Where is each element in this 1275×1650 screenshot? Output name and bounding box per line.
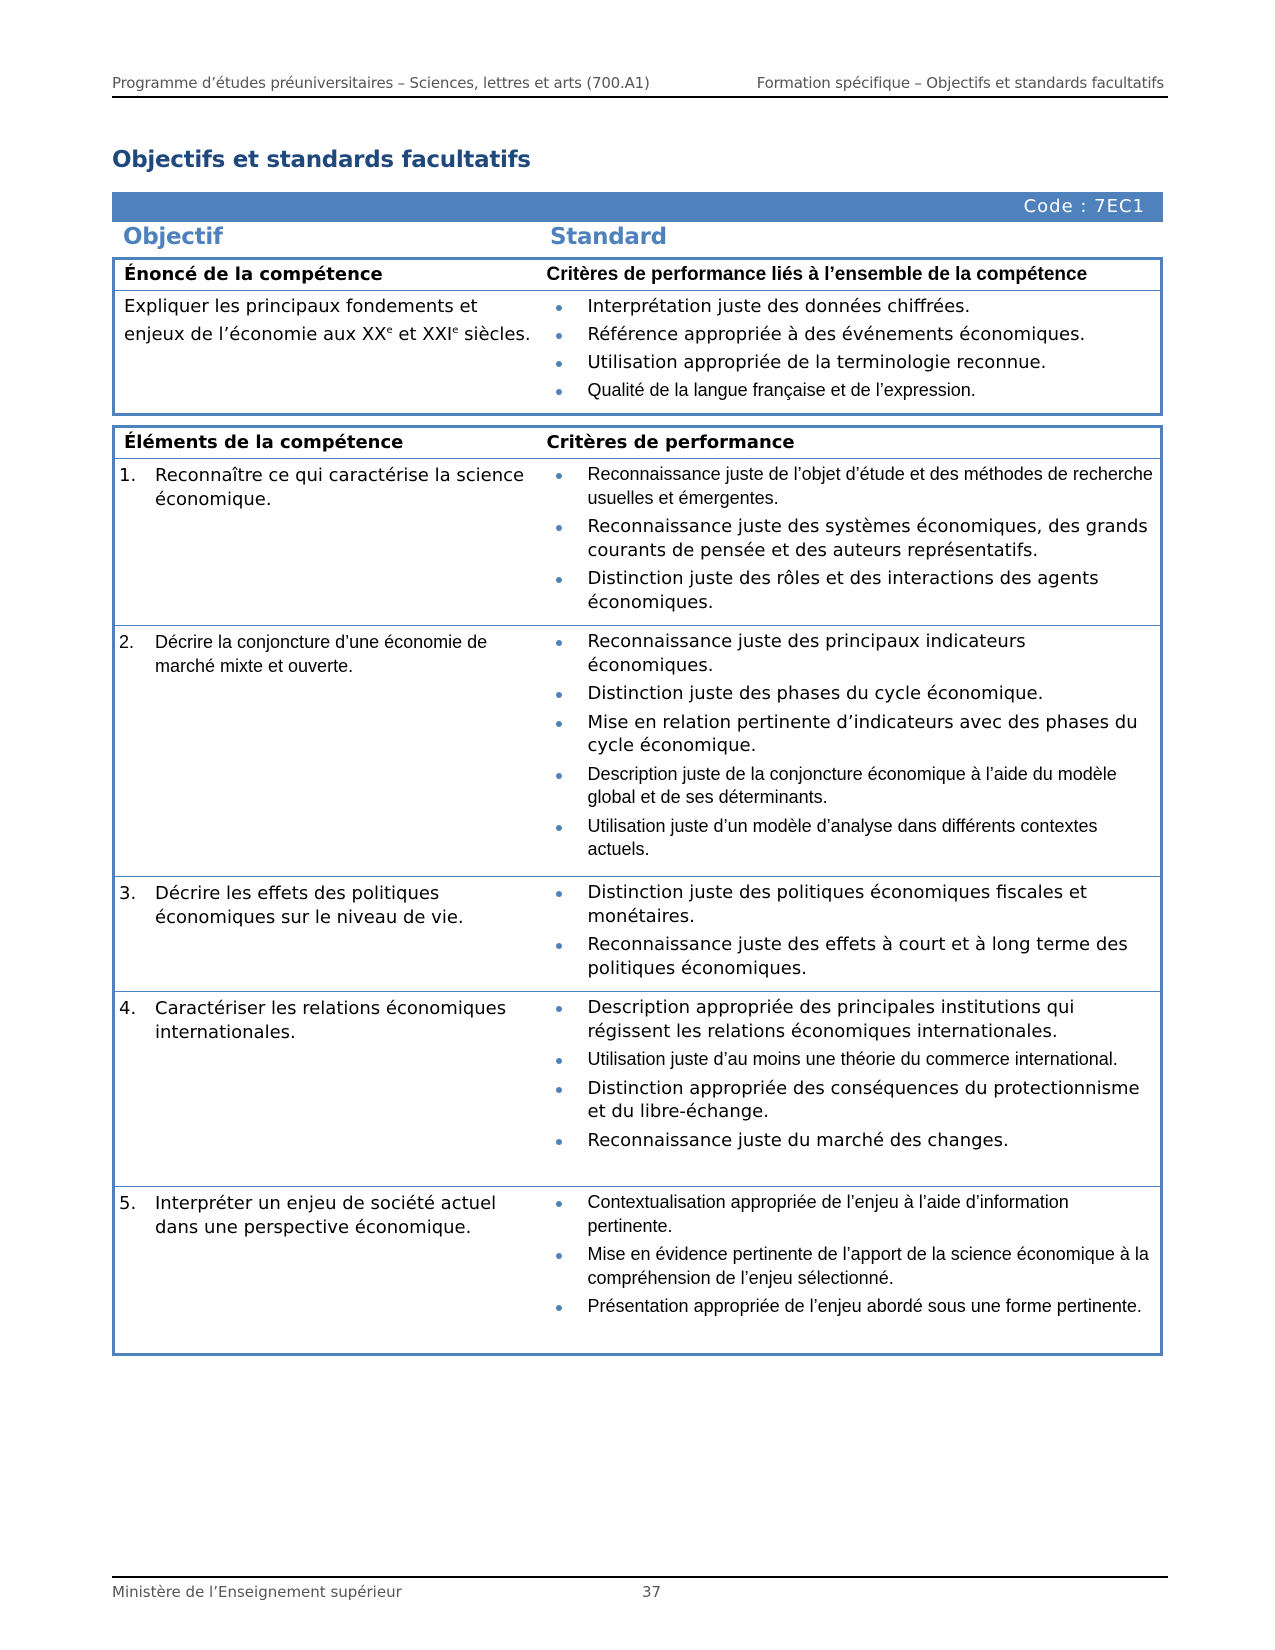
elements-table — [112, 425, 1163, 1356]
element-row-5 — [114, 1187, 1162, 1355]
page-header — [112, 72, 1168, 98]
objectif-heading: Objectif — [123, 224, 223, 250]
course-code: Code : 7EC1 — [1023, 196, 1145, 217]
criterion-item: Référence appropriée à des événements économiques. — [544, 323, 1161, 347]
enonce-heading: Énoncé de la compétence — [114, 259, 544, 291]
element-text: Décrire les effets des politiques économiques sur le niveau de vie. — [155, 883, 464, 928]
element-text: Interpréter un enjeu de société actuel dans une perspective économique. — [155, 1193, 497, 1238]
criterion-item: Contextualisation appropriée de l’enjeu à l’aide d’information pertinente. — [544, 1191, 1161, 1238]
element-row-3 — [114, 877, 1162, 992]
competence-table — [112, 257, 1163, 416]
header-program: Programme d’études préuniversitaires – Sciences, lettres et arts (700.A1) — [112, 74, 650, 92]
standard-heading: Standard — [550, 224, 667, 250]
criterion-item: Reconnaissance juste des systèmes économiques, des grands courants de pensée et des auteurs représentatifs. — [544, 515, 1161, 562]
global-criteria-heading: Critères de performance liés à l’ensemble de la compétence — [544, 259, 1162, 291]
element-text: Reconnaître ce qui caractérise la science économique. — [155, 465, 525, 510]
criterion-item: Utilisation juste d’un modèle d’analyse dans différents contextes actuels. — [544, 815, 1161, 862]
elements-heading: Éléments de la compétence — [114, 427, 544, 459]
element-number: 2. — [119, 632, 135, 652]
global-criteria-list — [544, 291, 1161, 413]
header-section: Formation spécifique – Objectifs et standards facultatifs — [756, 74, 1164, 92]
element-number: 5. — [119, 1193, 137, 1214]
code-bar — [112, 192, 1163, 222]
criterion-item: Distinction juste des phases du cycle économique. — [544, 682, 1161, 706]
column-headings — [112, 222, 1163, 256]
criterion-item: Distinction appropriée des conséquences du protectionnisme et du libre-échange. — [544, 1077, 1161, 1124]
criterion-item: Présentation appropriée de l’enjeu abordé sous une forme pertinente. — [544, 1295, 1161, 1319]
element-row-1 — [114, 459, 1162, 626]
element-number: 1. — [119, 465, 137, 486]
criterion-item: Reconnaissance juste de l’objet d’étude et des méthodes de recherche usuelles et émergentes. — [544, 463, 1161, 510]
criterion-item: Reconnaissance juste des effets à court et à long terme des politiques économiques. — [544, 933, 1161, 980]
element-row-2 — [114, 626, 1162, 877]
criterion-item: Interprétation juste des données chiffrées. — [544, 295, 1161, 319]
page-title: Objectifs et standards facultatifs — [112, 147, 531, 173]
criterion-item: Mise en évidence pertinente de l’apport de la science économique à la compréhension de l’enjeu sélectionné. — [544, 1243, 1161, 1290]
criterion-item: Description juste de la conjoncture économique à l’aide du modèle global et de ses déterminants. — [544, 763, 1161, 810]
element-text: Caractériser les relations économiques internationales. — [155, 998, 507, 1043]
element-number: 3. — [119, 883, 137, 904]
footer-ministry: Ministère de l’Enseignement supérieur — [112, 1583, 402, 1601]
page-footer — [112, 1576, 1168, 1601]
element-number: 4. — [119, 998, 137, 1019]
criterion-item: Reconnaissance juste des principaux indicateurs économiques. — [544, 630, 1161, 677]
criteria-heading: Critères de performance — [544, 427, 1162, 459]
criterion-item: Distinction juste des rôles et des interactions des agents économiques. — [544, 567, 1161, 614]
criterion-item: Reconnaissance juste du marché des changes. — [544, 1129, 1161, 1153]
criterion-item: Description appropriée des principales institutions qui régissent les relations économiques internationales. — [544, 996, 1161, 1043]
criterion-item: Utilisation appropriée de la terminologie reconnue. — [544, 351, 1161, 375]
criterion-item: Utilisation juste d’au moins une théorie du commerce international. — [544, 1048, 1161, 1072]
criterion-item: Distinction juste des politiques économiques fiscales et monétaires. — [544, 881, 1161, 928]
competence-statement: Expliquer les principaux fondements et enjeux de l’économie aux XXe et XXIe siècles. — [124, 296, 531, 345]
element-text: Décrire la conjoncture d’une économie de marché mixte et ouverte. — [155, 632, 488, 676]
page-number: 37 — [642, 1583, 662, 1601]
criterion-item: Qualité de la langue française et de l’expression. — [544, 379, 1161, 403]
element-row-4 — [114, 992, 1162, 1187]
criterion-item: Mise en relation pertinente d’indicateurs avec des phases du cycle économique. — [544, 711, 1161, 758]
